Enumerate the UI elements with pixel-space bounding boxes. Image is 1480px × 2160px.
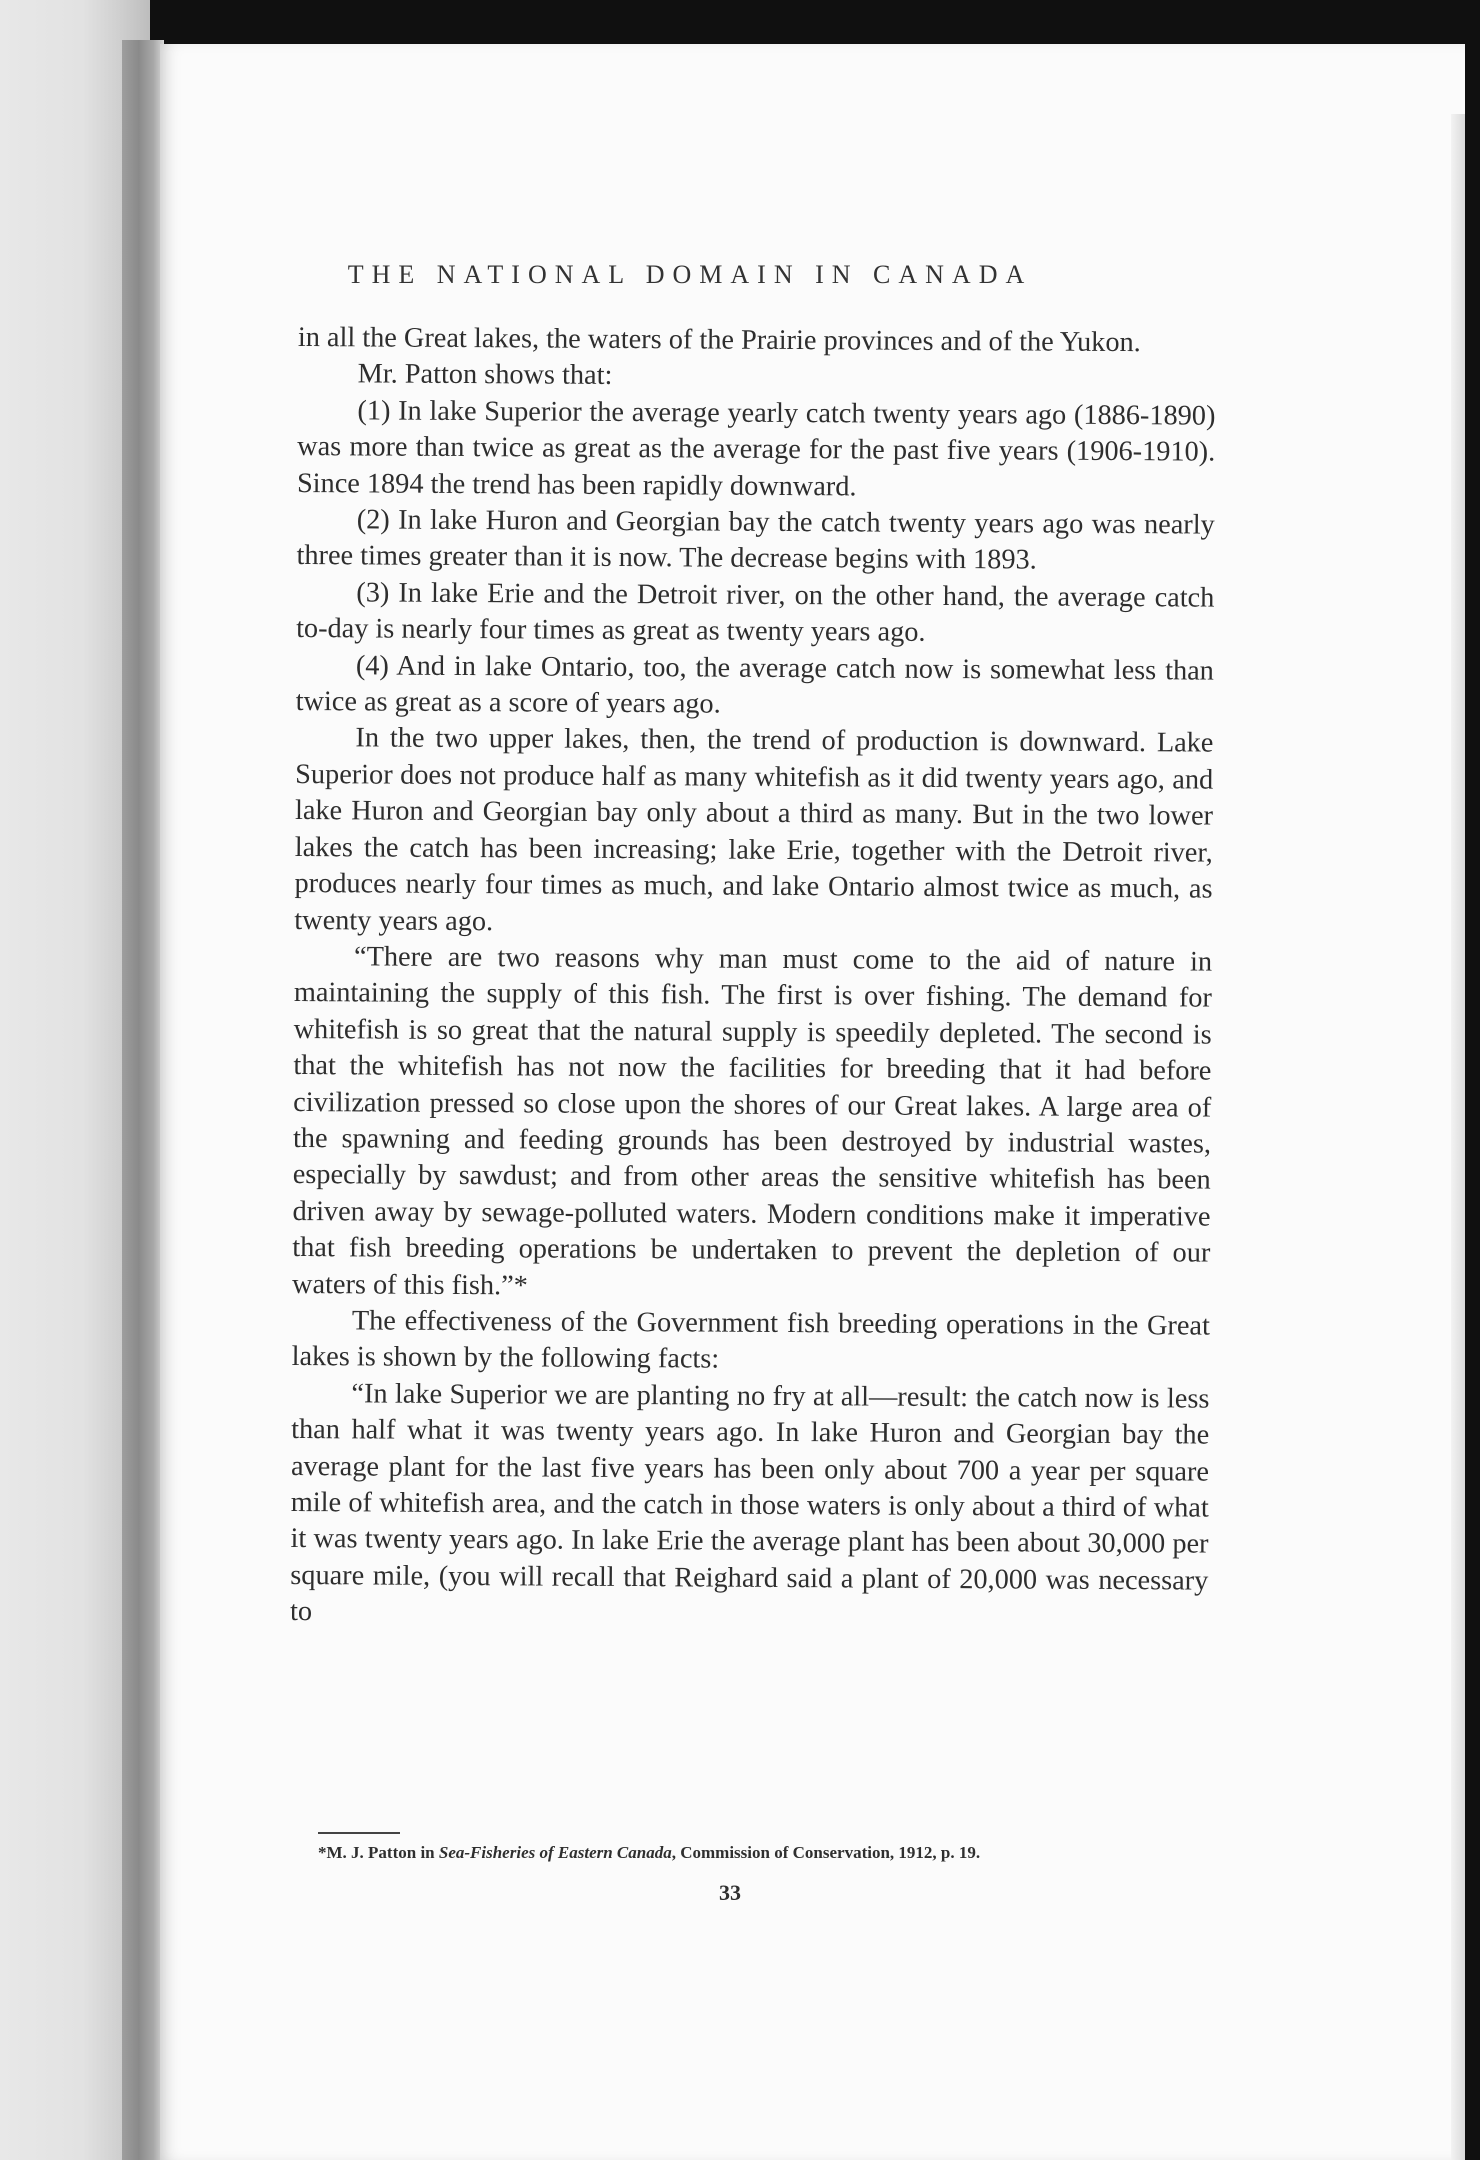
book-gutter-shadow xyxy=(122,40,164,2160)
footnote xyxy=(318,1843,1198,1863)
running-head: THE NATIONAL DOMAIN IN CANADA xyxy=(347,260,1033,289)
body-text xyxy=(290,320,1216,1636)
paragraph-summary: In the two upper lakes, then, the trend of production is downward. Lake Superior does not produce half as many whitefish as it did twenty years ago, and lake Huron and Georgian bay only about a third as many. But in the two lower lakes the catch has been increasing; lake Erie, together with the Detroit river, produces nearly four times as much, and lake Ontario almost twice as much, as twenty years ago. xyxy=(294,722,1214,937)
paragraph-effectiveness: The effectiveness of the Government fish breeding operations in the Great lakes is shown by the following facts: xyxy=(291,1305,1210,1375)
page-number: 33 xyxy=(719,1880,741,1905)
list-item-2: (2) In lake Huron and Georgian bay the catch twenty years ago was nearly three times greater than it is now. The decrease begins with 1893. xyxy=(296,504,1215,576)
footnote-title: Sea-Fisheries of Eastern Canada xyxy=(438,1843,672,1862)
list-item-4: (4) And in lake Ontario, too, the average catch now is somewhat less than twice as great as a score of years ago. xyxy=(295,650,1214,720)
paragraph-quotation: “There are two reasons why man must come to the aid of nature in maintaining the supply of this fish. The first is over fishing. The demand for whitefish is so great that the natural supply is speedily depleted. The second is that the whitefish has not now the facilities for breeding that it had before civilization pressed so close upon the shores of our Great lakes. A large area of the spawning and feeding grounds has been destroyed by industrial wastes, especially by sawdust; and from other areas the sensitive whitefish has been driven away by sewage-polluted waters. Modern conditions make it imperative that fish breeding operations be undertaken to prevent the depletion of our waters of this fish.”* xyxy=(292,941,1213,1301)
footnote-suffix: , Commission of Conservation, 1912, p. 19. xyxy=(671,1843,981,1862)
paragraph-continuation: in all the Great lakes, the waters of the Prairie provinces and of the Yukon. xyxy=(297,321,1141,359)
list-item-3: (3) In lake Erie and the Detroit river, on the other hand, the average catch to-day is nearly four times as great as twenty years ago. xyxy=(296,577,1215,649)
footnote-rule xyxy=(318,1832,400,1834)
page-fore-edge xyxy=(1451,114,1465,2160)
paragraph-quotation-facts: “In lake Superior we are planting no fry at all—result: the catch now is less than half what it was twenty years ago. In lake Huron and Georgian bay the average plant for the last five years has been only about 700 a year per square mile of whitefish area, and the catch in those waters is only about a third of what it was twenty years ago. In lake Erie the average plant has been about 30,000 per square mile, (you will recall that Reighard said a plant of 20,000 was necessary to xyxy=(290,1378,1210,1628)
list-item-1: (1) In lake Superior the average yearly catch twenty years ago (1886-1890) was more than twice as great as the average for the past five years (1906-1910). Since 1894 the trend has been rapidly downward. xyxy=(296,395,1216,503)
footnote-prefix: *M. J. Patton in xyxy=(318,1843,439,1862)
paragraph-intro: Mr. Patton shows that: xyxy=(357,358,613,392)
